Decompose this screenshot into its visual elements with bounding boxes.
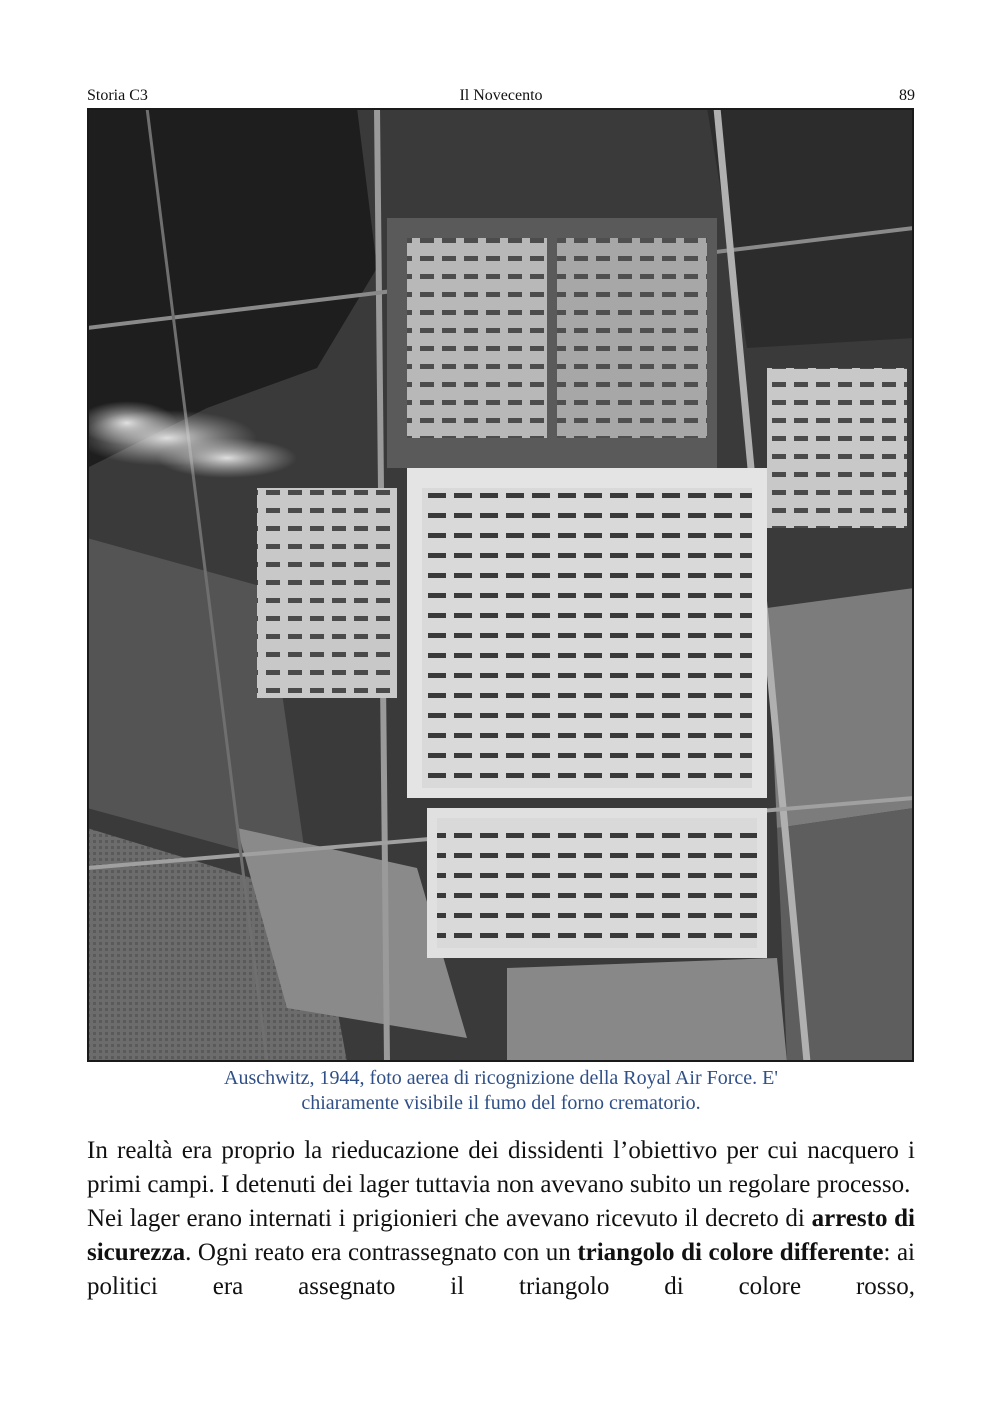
paragraph [87,1202,915,1304]
aerial-photo-icon [87,108,914,1062]
bold-term: triangolo di colore differente [577,1239,884,1266]
header-chapter-title: Il Novecento [459,87,543,104]
paragraph: In realtà era proprio la rieducazione dei dissidenti l’obiettivo per cui nacquero i primi campi. I detenuti dei lager tuttavia non avevano subito un regolare processo. [87,1137,915,1198]
body-text [87,1134,915,1304]
figure-caption [87,1066,915,1116]
paragraph-text: : ai politici era assegnato il triangolo di colore rosso, [87,1239,916,1300]
bold-term: arresto di sicurezza [87,1205,916,1266]
header-book-title: Storia C3 [87,87,148,104]
paragraph-text: Nei lager erano internati i prigionieri che avevano ricevuto il decreto di [87,1205,812,1232]
page-number: 89 [899,87,915,104]
caption-line: Auschwitz, 1944, foto aerea di ricognizione della Royal Air Force. E' [224,1067,778,1089]
page-header [87,84,915,108]
aerial-photo [87,108,914,1062]
paragraph-text: . Ogni reato era contrassegnato con un [185,1239,578,1266]
caption-line: chiaramente visibile il fumo del forno crematorio. [301,1092,701,1114]
